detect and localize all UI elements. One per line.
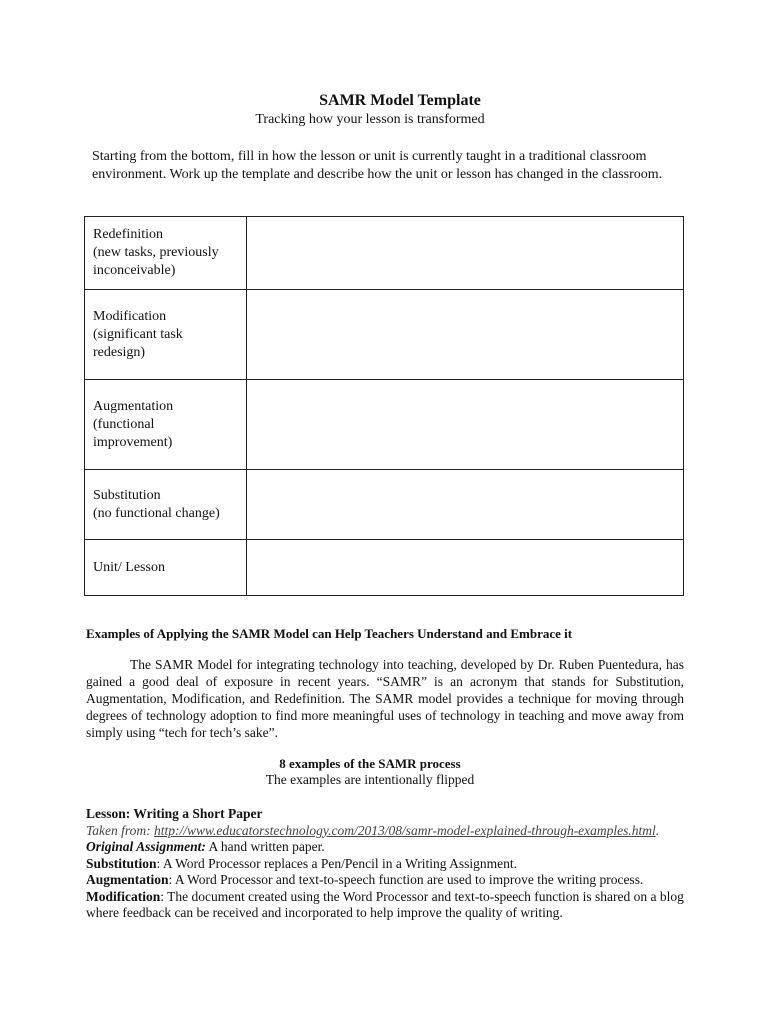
intro-text: Starting from the bottom, fill in how the lesson or unit is currently taught in a traditional classroom environment. Work up the template and describe how the unit or lesson has changed in the classroom. <box>92 149 663 182</box>
row-label-augmentation <box>85 380 247 470</box>
entry-cell-substitution[interactable] <box>246 470 683 540</box>
eight-examples-subheading: The examples are intentionally flipped <box>265 772 475 787</box>
entry-cell-redefinition[interactable] <box>246 217 683 290</box>
lesson-section <box>86 806 686 922</box>
substitution-line <box>86 856 686 873</box>
row-label-line: redesign) <box>93 344 146 360</box>
lesson-title: Lesson: Writing a Short Paper <box>86 806 263 821</box>
row-label-substitution <box>85 470 247 540</box>
examples-heading: Examples of Applying the SAMR Model can Help Teachers Understand and Embrace it <box>86 626 573 641</box>
row-label-unit-lesson <box>85 540 247 596</box>
substitution-text: : A Word Processor replaces a Pen/Pencil in a Writing Assignment. <box>156 855 517 871</box>
original-assignment-line <box>86 839 686 856</box>
row-label-line: Augmentation <box>93 398 174 414</box>
examples-paragraph: The SAMR Model for integrating technology into teaching, developed by Dr. Ruben Puentedura, has gained a good deal of exposure in recent years. “SAMR” is an acronym that stands for Substitution, Augmentation, Modification, and Redefinition. The SAMR model provides a technique for moving through degrees of technology adoption to find more meaningful uses of technology in teaching and move away from simply using “tech for tech’s sake”. <box>86 657 684 740</box>
taken-from-label: Taken from: <box>86 822 155 838</box>
modification-line <box>86 889 686 922</box>
source-link[interactable]: http://www.educatorstechnology.com/2013/08/samr-model-explained-through-examples.html <box>154 822 656 838</box>
row-label-modification <box>85 290 247 380</box>
row-label-line: (new tasks, previously <box>93 245 219 260</box>
taken-from-end: . <box>655 822 660 838</box>
row-label-line: (no functional change) <box>93 505 220 521</box>
augmentation-label: Augmentation <box>86 872 169 887</box>
taken-from-line <box>86 823 686 840</box>
row-label-line: inconceivable) <box>93 263 176 278</box>
table-row <box>85 540 684 596</box>
substitution-label: Substitution <box>86 855 157 871</box>
eight-examples-heading: 8 examples of the SAMR process <box>279 756 461 771</box>
row-label-line: Substitution <box>93 487 161 503</box>
row-label-line: (significant task <box>93 326 183 342</box>
page-subtitle: Tracking how your lesson is transformed <box>255 112 485 127</box>
row-label-line: Redefinition <box>93 227 163 242</box>
row-label-line: Unit/ Lesson <box>93 559 165 575</box>
entry-cell-unit-lesson[interactable] <box>246 540 683 596</box>
modification-label: Modification <box>86 888 161 904</box>
entry-cell-modification[interactable] <box>246 290 683 380</box>
row-label-line: improvement) <box>93 434 173 450</box>
samr-template-table <box>84 216 684 596</box>
original-assignment-text: A hand written paper. <box>205 839 325 854</box>
original-assignment-label: Original Assignment: <box>86 839 206 854</box>
table-row <box>85 380 684 470</box>
augmentation-line <box>86 872 686 889</box>
table-row <box>85 290 684 380</box>
modification-text: : The document created using the Word Processor and text-to-speech function is shared on a blog where feedback can be received and incorporated to help improve the quality of writing. <box>86 888 684 920</box>
row-label-line: (functional <box>93 416 155 432</box>
row-label-line: Modification <box>93 308 167 324</box>
page-title: SAMR Model Template <box>319 92 481 109</box>
row-label-redefinition <box>85 217 247 290</box>
augmentation-text: : A Word Processor and text-to-speech function are used to improve the writing process. <box>168 872 644 887</box>
table-row <box>85 217 684 290</box>
entry-cell-augmentation[interactable] <box>246 380 683 470</box>
table-row <box>85 470 684 540</box>
